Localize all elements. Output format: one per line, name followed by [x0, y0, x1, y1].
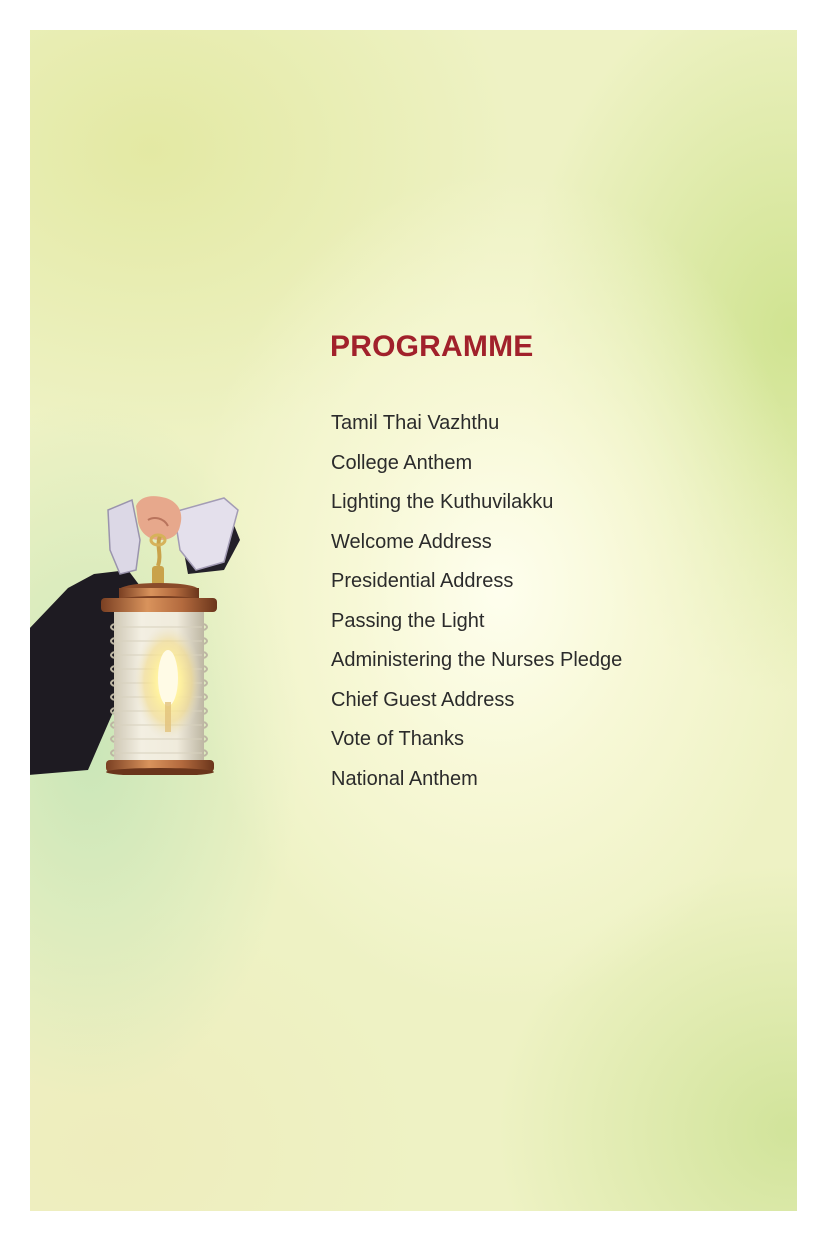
list-item: Chief Guest Address: [331, 688, 515, 711]
list-item: Presidential Address: [331, 570, 514, 592]
programme-page: [30, 30, 797, 1211]
list-item: Administering the Nurses Pledge: [331, 649, 623, 671]
list-item: Welcome Address: [331, 530, 492, 553]
list-item: Lighting the Kuthuvilakku: [331, 491, 554, 513]
list-item: National Anthem: [331, 767, 478, 790]
list-item: College Anthem: [331, 451, 473, 474]
page-title: PROGRAMME: [330, 330, 534, 363]
lantern-in-hand-icon: [30, 470, 258, 775]
programme-list: [331, 408, 622, 803]
list-item: Tamil Thai Vazhthu: [331, 412, 500, 434]
list-item: Passing the Light: [331, 609, 485, 632]
list-item: Vote of Thanks: [331, 728, 465, 750]
